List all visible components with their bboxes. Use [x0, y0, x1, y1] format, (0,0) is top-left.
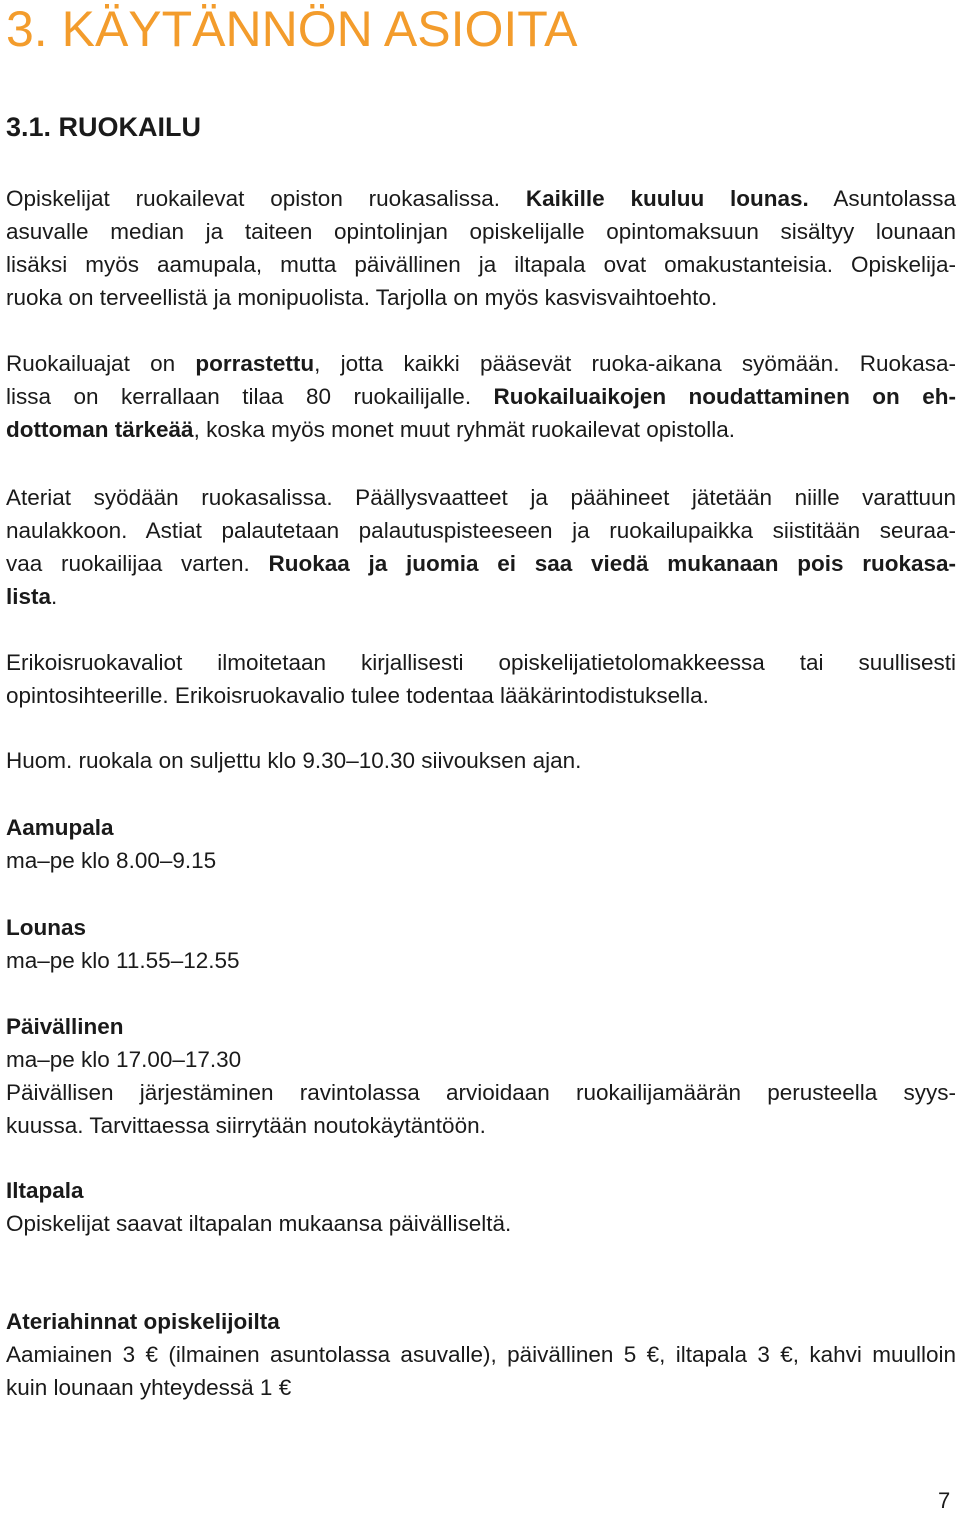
- breakfast-title: Aamupala: [6, 815, 114, 840]
- lunch-section: [6, 911, 956, 977]
- prices-section: [6, 1305, 956, 1404]
- bold-text: Ruokaa ja juomia ei saa viedä mukanaan pois ruokasa-: [268, 551, 956, 576]
- lunch-title: Lounas: [6, 915, 87, 940]
- breakfast-time: ma–pe klo 8.00–9.15: [6, 848, 217, 873]
- text-span: Opiskelijat ruokailevat opiston ruokasalissa.: [6, 186, 526, 211]
- paragraph-line: Ateriat syödään ruokasalissa. Päällysvaatteet ja päähineet jätetään niille varattuun: [6, 485, 956, 510]
- bold-text: Kaikille kuuluu lounas.: [525, 186, 809, 211]
- paragraph-line: [6, 413, 956, 446]
- text-span: , koska myös monet muut ryhmät ruokailevat opistolla.: [193, 417, 736, 442]
- section-heading: 3.1. RUOKAILU: [6, 112, 202, 142]
- prices-line: kuin lounaan yhteydessä 1 €: [6, 1375, 292, 1400]
- paragraph-line: opintosihteerille. Erikoisruokavalio tulee todentaa lääkärintodistuksella.: [6, 683, 709, 708]
- page-number: 7: [938, 1488, 951, 1513]
- paragraph-line: [6, 347, 956, 380]
- snack-title: Iltapala: [6, 1178, 84, 1203]
- dinner-section: [6, 1010, 956, 1142]
- bold-text: porrastettu: [195, 351, 315, 376]
- breakfast-section: [6, 811, 956, 877]
- dinner-time: ma–pe klo 17.00–17.30: [6, 1047, 242, 1072]
- paragraph-2: [6, 347, 956, 446]
- bold-text: lista: [6, 584, 52, 609]
- text-span: Ruokailuajat on: [6, 351, 196, 376]
- paragraph-line: ruoka on terveellistä ja monipuolista. Tarjolla on myös kasvisvaihtoehto.: [6, 285, 718, 310]
- paragraph-3: [6, 481, 956, 613]
- text-span: lissa on kerrallaan tilaa 80 ruokailijalle.: [6, 384, 494, 409]
- paragraph-line: [6, 380, 956, 413]
- paragraph-line: lisäksi myös aamupala, mutta päivällinen ja iltapala ovat omakustanteisia. Opiskelija-: [6, 252, 956, 277]
- dinner-title: Päivällinen: [6, 1014, 124, 1039]
- prices-title: Ateriahinnat opiskelijoilta: [6, 1309, 280, 1334]
- paragraph-line: naulakkoon. Astiat palautetaan palautuspisteeseen ja ruokailupaikka siistitään seuraa-: [6, 518, 956, 543]
- snack-section: [6, 1174, 956, 1240]
- paragraph-line: asuvalle median ja taiteen opintolinjan opiskelijalle opintomaksuun sisältyy lounaan: [6, 219, 956, 244]
- text-span: , jotta kaikki pääsevät ruoka-aikana syömään. Ruokasa-: [314, 351, 957, 376]
- lunch-time: ma–pe klo 11.55–12.55: [6, 948, 240, 973]
- paragraph-4: [6, 646, 956, 712]
- paragraph-line: [6, 182, 956, 215]
- prices-line: Aamiainen 3 € (ilmainen asuntolassa asuvalle), päivällinen 5 €, iltapala 3 €, kahvi muulloin: [6, 1342, 956, 1367]
- closing-note: [6, 744, 956, 777]
- text-span: .: [51, 584, 58, 609]
- paragraph-line: [6, 580, 956, 613]
- page-heading: 3. KÄYTÄNNÖN ASIOITA: [6, 1, 578, 57]
- text-span: vaa ruokailijaa varten.: [6, 551, 269, 576]
- note-text: Huom. ruokala on suljettu klo 9.30–10.30 siivouksen ajan.: [6, 748, 582, 773]
- paragraph-line: Erikoisruokavaliot ilmoitetaan kirjallisesti opiskelijatietolomakkeessa tai suullisesti: [6, 650, 956, 675]
- bold-text: Ruokailuaikojen noudattaminen on eh-: [493, 384, 956, 409]
- bold-text: dottoman tärkeää: [6, 417, 194, 442]
- snack-note: Opiskelijat saavat iltapalan mukaansa päivälliseltä.: [6, 1211, 512, 1236]
- paragraph-1: [6, 182, 956, 314]
- dinner-note-line: kuussa. Tarvittaessa siirrytään noutokäytäntöön.: [6, 1113, 486, 1138]
- text-span: Asuntolassa: [808, 186, 956, 211]
- dinner-note-line: Päivällisen järjestäminen ravintolassa arvioidaan ruokailijamäärän perusteella syys-: [6, 1080, 956, 1105]
- paragraph-line: [6, 547, 956, 580]
